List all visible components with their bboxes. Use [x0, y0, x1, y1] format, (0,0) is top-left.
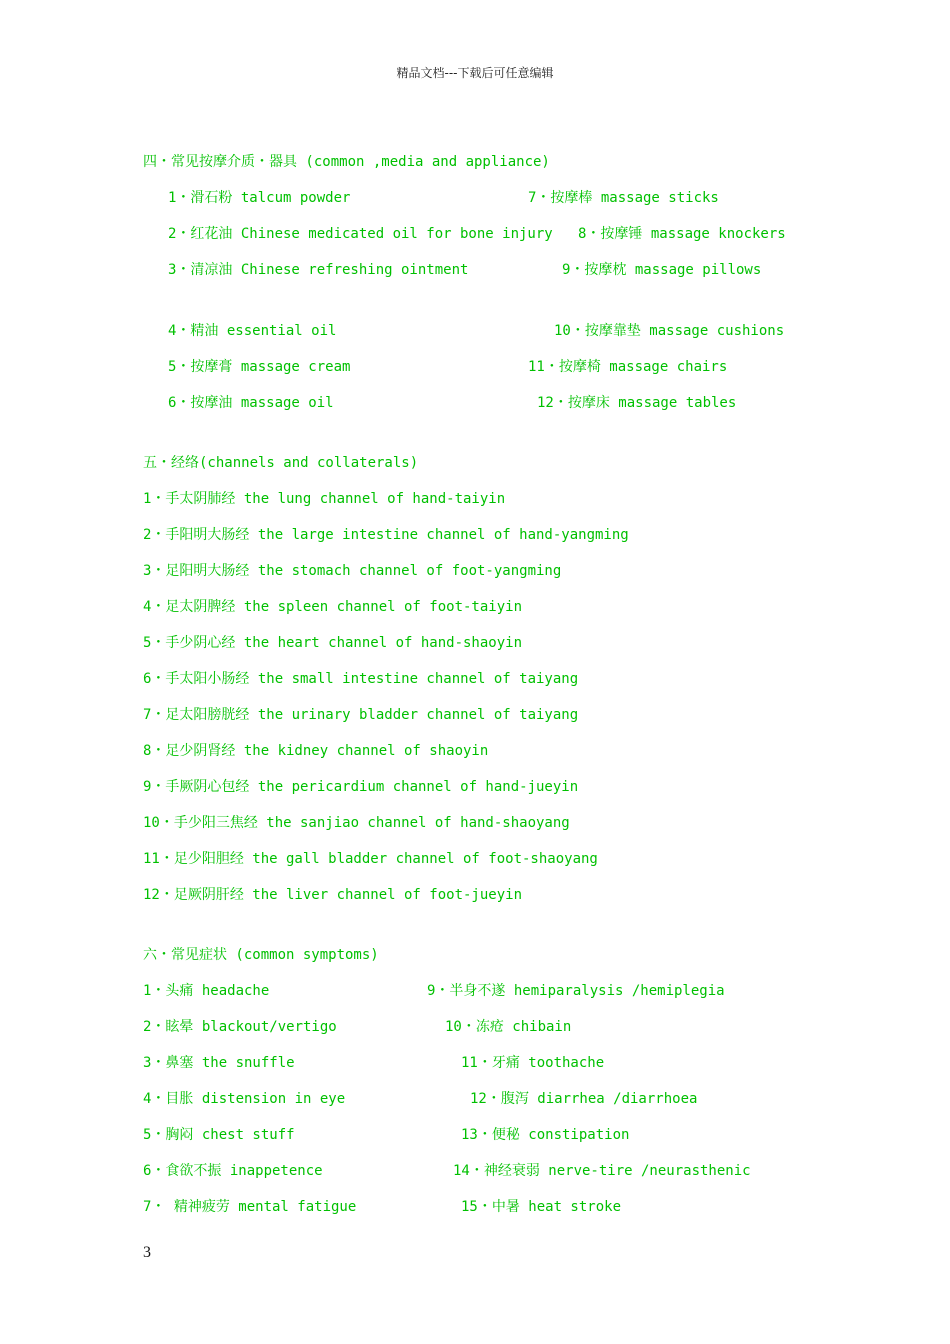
- list-item: 2・眩晕 blackout/vertigo: [143, 1019, 337, 1035]
- list-item: 5・手少阴心经 the heart channel of hand-shaoyin: [143, 635, 523, 651]
- list-item: 9・半身不遂 hemiparalysis /hemiplegia: [427, 983, 725, 999]
- list-item: 3・鼻塞 the snuffle: [143, 1055, 295, 1071]
- list-item: 4・精油 essential oil: [168, 323, 337, 339]
- list-item: 6・食欲不振 inappetence: [143, 1163, 323, 1179]
- list-item: 5・胸闷 chest stuff: [143, 1127, 295, 1143]
- list-item: 9・按摩枕 massage pillows: [562, 262, 762, 278]
- list-item: 7・ 精神疲劳 mental fatigue: [143, 1199, 357, 1215]
- list-item: 7・足太阳膀胱经 the urinary bladder channel of taiyang: [143, 707, 579, 723]
- list-item: 11・按摩椅 massage chairs: [528, 359, 728, 375]
- section-title-symptoms: 六・常见症状 (common symptoms): [143, 947, 379, 963]
- list-item: 6・手太阳小肠经 the small intestine channel of taiyang: [143, 671, 579, 687]
- list-item: 5・按摩膏 massage cream: [168, 359, 351, 375]
- list-item: 3・清凉油 Chinese refreshing ointment: [168, 262, 469, 278]
- list-item: 4・足太阴脾经 the spleen channel of foot-taiyin: [143, 599, 523, 615]
- list-item: 15・中暑 heat stroke: [461, 1199, 622, 1215]
- list-item: 3・足阳明大肠经 the stomach channel of foot-yangming: [143, 563, 562, 579]
- list-item: 12・足厥阴肝经 the liver channel of foot-jueyin: [143, 887, 523, 903]
- section-title-channels: 五・经络(channels and collaterals): [143, 455, 419, 471]
- list-item: 1・滑石粉 talcum powder: [168, 190, 351, 206]
- list-item: 12・按摩床 massage tables: [537, 395, 737, 411]
- list-item: 12・腹泻 diarrhea /diarrhoea: [470, 1091, 698, 1107]
- page-number: 3: [143, 1244, 151, 1261]
- list-item: 8・足少阴肾经 the kidney channel of shaoyin: [143, 743, 489, 759]
- list-item: 4・目胀 distension in eye: [143, 1091, 346, 1107]
- list-item: 11・牙痛 toothache: [461, 1055, 605, 1071]
- section-title-media-appliance: 四・常见按摩介质・器具 (common ,media and appliance): [143, 154, 550, 170]
- list-item: 9・手厥阴心包经 the pericardium channel of hand-jueyin: [143, 779, 579, 795]
- list-item: 10・按摩靠垫 massage cushions: [554, 323, 785, 339]
- list-item: 10・冻疮 chibain: [445, 1019, 572, 1035]
- list-item: 11・足少阳胆经 the gall bladder channel of foot-shaoyang: [143, 851, 598, 867]
- list-item: 14・神经衰弱 nerve-tire /neurasthenic: [453, 1163, 751, 1179]
- list-item: 7・按摩棒 massage sticks: [528, 190, 719, 206]
- list-item: 1・手太阴肺经 the lung channel of hand-taiyin: [143, 491, 506, 507]
- list-item: 2・红花油 Chinese medicated oil for bone injury: [168, 226, 553, 242]
- list-item: 1・头痛 headache: [143, 983, 270, 999]
- list-item: 8・按摩锤 massage knockers: [578, 226, 786, 242]
- page-header: 精品文档---下载后可任意编辑: [396, 66, 554, 80]
- list-item: 2・手阳明大肠经 the large intestine channel of hand-yangming: [143, 527, 629, 543]
- list-item: 13・便秘 constipation: [461, 1127, 630, 1143]
- list-item: 6・按摩油 massage oil: [168, 395, 334, 411]
- list-item: 10・手少阳三焦经 the sanjiao channel of hand-shaoyang: [143, 815, 570, 831]
